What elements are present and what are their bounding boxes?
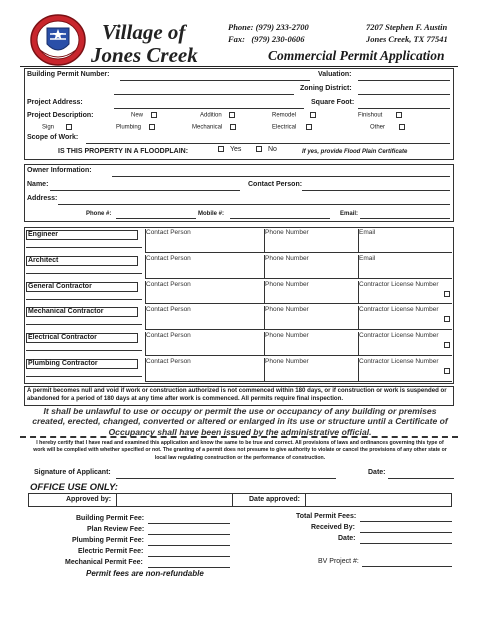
electrical-option[interactable] <box>272 124 312 131</box>
floodplain-no-checkbox[interactable] <box>256 146 262 152</box>
contractor-name-field[interactable] <box>26 247 142 248</box>
remodel-label: Remodel <box>272 112 297 119</box>
bv-project-field[interactable] <box>362 566 452 567</box>
owner-mobile-field[interactable] <box>230 218 330 219</box>
finishout-option[interactable] <box>358 112 402 119</box>
square-foot-label: Square Foot: <box>311 99 355 106</box>
signature-field[interactable] <box>116 478 336 479</box>
project-address-label: Project Address: <box>27 99 83 106</box>
approval-divider-2 <box>232 493 233 507</box>
sign-checkbox[interactable] <box>66 124 72 130</box>
contractor-contact-field[interactable] <box>145 281 264 305</box>
scope-of-work-label: Scope of Work: <box>27 134 79 141</box>
addition-option[interactable] <box>200 112 235 119</box>
phone-number: Phone: (979) 233-2700 <box>228 22 309 32</box>
certification-statement: I hereby certify that I have read and examined this application and know the same to be true and correct. All provisions of laws and ordinances governing this type of work will be complied with whether specified or not. The granting of a permit does not presume to give authority to violate or cancel the provisions of any other state or local law regulating construction or the performance of construction. <box>33 440 447 461</box>
finishout-checkbox[interactable] <box>396 112 402 118</box>
mechanical-label: Mechanical <box>192 124 223 131</box>
bv-project-label: BV Project #: <box>318 558 359 565</box>
contractor-email-license-label: Email <box>359 254 376 262</box>
sign-option[interactable] <box>42 124 72 131</box>
received-by-label: Received By: <box>311 524 355 531</box>
contractor-contact-field[interactable] <box>145 358 264 382</box>
license-checkbox[interactable] <box>444 368 450 374</box>
project-line-filler <box>114 94 294 95</box>
contractor-email-license-label: Contractor License Number <box>359 306 439 314</box>
electrical-label: Electrical <box>272 124 297 131</box>
plan-review-fee-label: Plan Review Fee: <box>87 526 145 533</box>
contractor-role-label: Architect <box>26 256 138 266</box>
contact-person-label: Contact Person: <box>248 181 303 188</box>
non-refundable-note: Permit fees are non-refundable <box>86 569 204 578</box>
owner-phone-field[interactable] <box>116 218 196 219</box>
village-seal-logo <box>28 12 88 68</box>
owner-name-label: Name: <box>27 181 49 188</box>
contractor-phone-field[interactable] <box>264 229 358 253</box>
contractor-email-license-field[interactable] <box>358 306 452 330</box>
plumbing-checkbox[interactable] <box>149 124 155 130</box>
license-checkbox[interactable] <box>444 291 450 297</box>
fax-number: Fax: (979) 230-0606 <box>228 34 305 44</box>
approved-by-field[interactable] <box>117 494 231 506</box>
contractor-contact-label: Contact Person <box>146 332 191 340</box>
owner-phone-label: Phone #: <box>86 211 112 217</box>
contractor-name-field[interactable] <box>26 376 142 377</box>
owner-email-field[interactable] <box>360 218 450 219</box>
floodplain-question: IS THIS PROPERTY IN A FLOODPLAIN: <box>58 148 189 155</box>
flood-certificate-note: If yes, provide Flood Plain Certificate <box>302 149 408 155</box>
contractor-contact-field[interactable] <box>145 306 264 330</box>
contractor-phone-field[interactable] <box>264 281 358 305</box>
plumbing-fee-label: Plumbing Permit Fee: <box>72 537 144 544</box>
contractor-email-license-label: Contractor License Number <box>359 358 439 365</box>
floodplain-yes-label: Yes <box>229 146 242 153</box>
mechanical-fee-label: Mechanical Permit Fee: <box>65 559 143 566</box>
owner-info-line <box>112 176 450 177</box>
village-name-line2: Jones Creek <box>91 43 198 67</box>
mechanical-option[interactable] <box>192 124 236 131</box>
total-fees-label: Total Permit Fees: <box>296 513 357 520</box>
contractor-phone-label: Phone Number <box>265 254 309 262</box>
remodel-option[interactable] <box>272 112 316 119</box>
contractor-contact-label: Contact Person <box>146 358 191 365</box>
electric-fee-field[interactable] <box>148 556 230 557</box>
new-label: New <box>131 112 144 119</box>
received-by-field[interactable] <box>360 532 452 533</box>
contractor-role-label: Engineer <box>26 230 138 240</box>
contractor-contact-label: Contact Person <box>146 254 191 262</box>
electrical-checkbox[interactable] <box>306 124 312 130</box>
contractor-contact-label: Contact Person <box>146 306 191 314</box>
header-separator <box>20 66 458 67</box>
plumbing-label: Plumbing <box>116 124 142 131</box>
contractor-phone-label: Phone Number <box>265 332 309 340</box>
plumbing-fee-field[interactable] <box>148 545 230 546</box>
contractor-name-field[interactable] <box>26 273 142 274</box>
zoning-district-label: Zoning District: <box>300 85 352 92</box>
electric-fee-label: Electric Permit Fee: <box>78 548 144 555</box>
contractor-email-license-field[interactable] <box>358 255 452 279</box>
contractor-email-license-label: Email <box>359 229 376 236</box>
signature-label: Signature of Applicant: <box>34 469 111 476</box>
owner-address-label: Address: <box>27 195 58 202</box>
total-fees-field[interactable] <box>360 521 452 522</box>
contractor-name-field[interactable] <box>26 324 142 325</box>
contractor-email-license-field[interactable] <box>358 281 452 305</box>
scope-of-work-field[interactable] <box>86 143 450 144</box>
sign-label: Sign <box>42 124 55 131</box>
floodplain-yes-checkbox[interactable] <box>218 146 224 152</box>
addition-checkbox[interactable] <box>229 112 235 118</box>
contractor-role-label: General Contractor <box>26 282 138 292</box>
finishout-label: Finishout <box>358 112 383 119</box>
zoning-district-field[interactable] <box>358 94 450 95</box>
contractor-contact-field[interactable] <box>145 255 264 279</box>
office-date-label: Date: <box>338 535 356 542</box>
floodplain-no-label: No <box>267 146 277 153</box>
contractor-name-field[interactable] <box>26 350 142 351</box>
mechanical-checkbox[interactable] <box>230 124 236 130</box>
square-foot-field[interactable] <box>358 108 450 109</box>
valuation-label: Valuation: <box>318 71 352 78</box>
approved-by-label: Approved by: <box>66 496 112 503</box>
other-label: Other <box>370 124 386 131</box>
village-name-line1: Village of <box>102 20 186 44</box>
valuation-field[interactable] <box>358 80 450 81</box>
project-description-label: Project Description: <box>27 112 94 119</box>
building-fee-field[interactable] <box>148 523 230 524</box>
office-date-field[interactable] <box>360 543 452 544</box>
contractor-contact-label: Contact Person <box>146 280 191 288</box>
contractor-phone-field[interactable] <box>264 358 358 382</box>
owner-email-label: Email: <box>340 211 359 217</box>
other-option[interactable] <box>370 124 405 131</box>
owner-information-label: Owner Information: <box>27 167 92 174</box>
contractor-role-label: Electrical Contractor <box>26 333 138 343</box>
signature-date-label: Date: <box>368 469 386 476</box>
contractor-contact-field[interactable] <box>145 229 264 253</box>
contractor-email-license-field[interactable] <box>358 358 452 382</box>
remodel-checkbox[interactable] <box>310 112 316 118</box>
building-permit-number-field[interactable] <box>120 80 310 81</box>
signature-date-field[interactable] <box>388 478 454 479</box>
contractor-name-field[interactable] <box>26 299 142 300</box>
mechanical-fee-field[interactable] <box>148 567 230 568</box>
contractor-email-license-field[interactable] <box>358 229 452 253</box>
form-title: Commercial Permit Application <box>268 48 445 63</box>
contractor-phone-label: Phone Number <box>265 280 309 288</box>
certificate-of-occupancy-notice: It shall be unlawful to use or occupy or permit the use or occupancy of any building or premises created, erected, changed, converted or altered or enlarged in its use or structure until a Certificate of Occupancy shall have been issued by the administrative official. <box>32 406 448 437</box>
contractor-contact-field[interactable] <box>145 332 264 356</box>
contractor-phone-field[interactable] <box>264 306 358 330</box>
floodplain-no-option[interactable] <box>256 146 277 153</box>
date-approved-field[interactable] <box>306 494 451 506</box>
contractor-phone-label: Phone Number <box>265 358 309 365</box>
other-checkbox[interactable] <box>399 124 405 130</box>
floodplain-yes-option[interactable] <box>218 146 241 153</box>
office-use-title: OFFICE USE ONLY: <box>30 482 118 493</box>
plan-review-fee-field[interactable] <box>148 534 230 535</box>
license-checkbox[interactable] <box>444 342 450 348</box>
new-option[interactable] <box>131 112 157 119</box>
contractor-role-label: Plumbing Contractor <box>26 359 138 369</box>
project-address-field[interactable] <box>114 108 304 109</box>
owner-name-field[interactable] <box>50 190 240 191</box>
plumbing-option[interactable] <box>116 124 155 131</box>
contractor-phone-field[interactable] <box>264 332 358 356</box>
contractor-phone-field[interactable] <box>264 255 358 279</box>
office-address-line1: 7207 Stephen F. Austin <box>366 22 448 32</box>
building-permit-number-label: Building Permit Number: <box>27 71 110 78</box>
contractor-email-license-label: Contractor License Number <box>359 332 439 340</box>
building-fee-label: Building Permit Fee: <box>76 515 145 522</box>
license-checkbox[interactable] <box>444 316 450 322</box>
contractor-contact-label: Contact Person <box>146 229 191 236</box>
contact-person-field[interactable] <box>302 190 450 191</box>
addition-label: Addition <box>200 112 222 119</box>
contractor-email-license-field[interactable] <box>358 332 452 356</box>
owner-mobile-label: Mobile #: <box>198 211 225 217</box>
contractor-role-label: Mechanical Contractor <box>26 307 138 317</box>
contractor-email-license-label: Contractor License Number <box>359 280 439 288</box>
date-approved-label: Date approved: <box>249 496 300 503</box>
contractor-phone-label: Phone Number <box>265 229 309 236</box>
null-void-notice: A permit becomes null and void if work or construction authorized is not commenced within 180 days, or if construction or work is suspended or abandoned for a period of 180 days at any time after work is commenced. All permits require final inspection. <box>27 387 447 403</box>
owner-address-field[interactable] <box>58 204 450 205</box>
notice-divider <box>20 436 458 438</box>
office-address-line2: Jones Creek, TX 77541 <box>366 34 448 44</box>
new-checkbox[interactable] <box>151 112 157 118</box>
contractor-phone-label: Phone Number <box>265 306 309 314</box>
